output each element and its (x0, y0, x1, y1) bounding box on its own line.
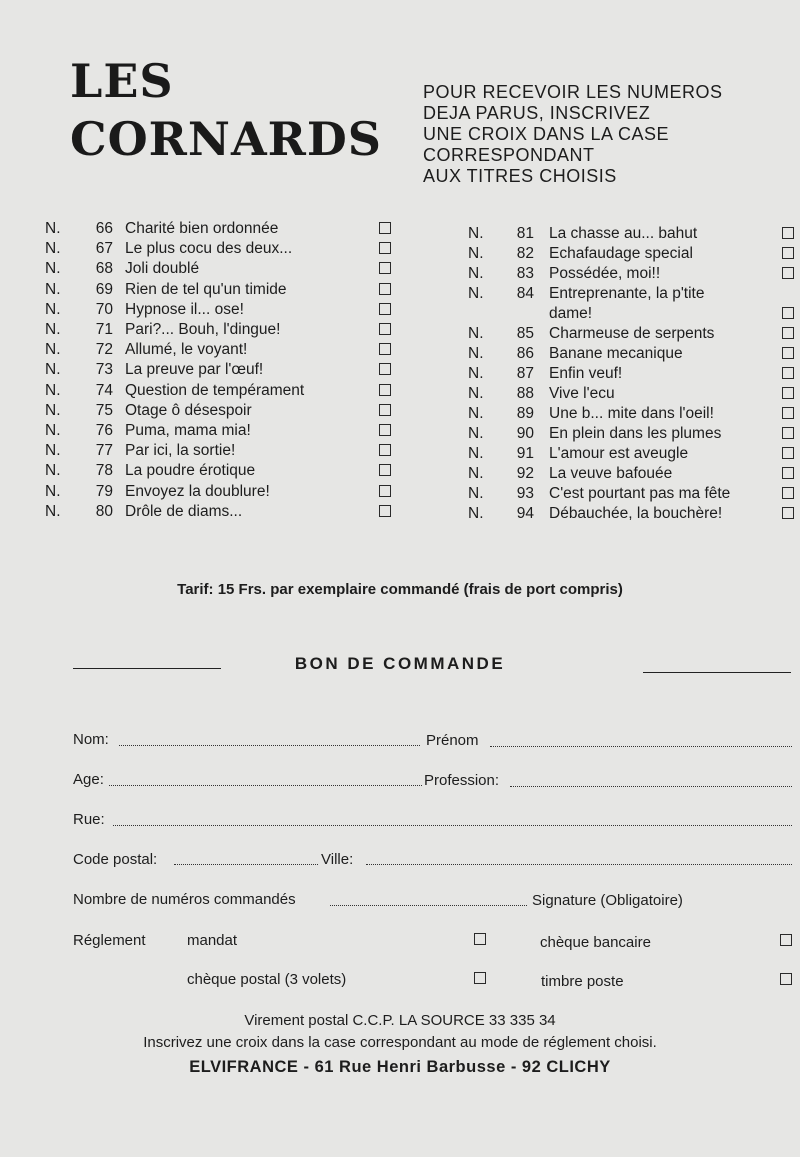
issue-prefix: N. (45, 401, 61, 419)
ville-field[interactable] (366, 864, 792, 865)
issue-checkbox[interactable] (782, 227, 794, 239)
code-postal-field[interactable] (174, 864, 318, 865)
issue-prefix: N. (45, 300, 61, 318)
issue-number: 74 (95, 381, 113, 399)
order-form-title: BON DE COMMANDE (294, 654, 506, 673)
issue-prefix: N. (468, 265, 484, 282)
issue-number: 86 (516, 345, 534, 362)
issue-title: Une b... mite dans l'oeil! (549, 405, 714, 422)
issue-prefix: N. (468, 385, 484, 402)
issue-row (468, 285, 798, 322)
issue-row (468, 325, 798, 345)
issue-checkbox[interactable] (782, 267, 794, 279)
divider-right (643, 672, 791, 673)
issue-number: 70 (95, 300, 113, 318)
issue-title: Enfin veuf! (549, 365, 623, 382)
issue-row (468, 485, 798, 505)
cheque-bancaire-label: chèque bancaire (540, 934, 651, 951)
issue-row (45, 382, 395, 402)
issue-number: 71 (95, 321, 113, 338)
issue-row (468, 265, 798, 285)
issue-row (45, 260, 395, 280)
issue-title: Rien de tel qu'un timide (125, 280, 287, 298)
nom-label: Nom: (73, 731, 109, 748)
issue-title: Otage ô désespoir (125, 401, 252, 419)
issue-checkbox[interactable] (379, 404, 391, 416)
issue-prefix: N. (468, 285, 484, 302)
intro-line: UNE CROIX DANS LA CASE (423, 124, 670, 144)
issue-row (45, 402, 395, 422)
issue-title: L'amour est aveugle (549, 445, 689, 462)
issue-row (468, 345, 798, 365)
issue-checkbox[interactable] (379, 222, 391, 234)
prenom-label: Prénom (426, 732, 479, 749)
issue-prefix: N. (468, 325, 484, 342)
issue-row (468, 385, 798, 405)
issue-number: 73 (95, 361, 113, 379)
cheque-bancaire-checkbox[interactable] (780, 934, 792, 946)
issue-row (45, 483, 395, 503)
issue-row (45, 442, 395, 462)
issue-checkbox[interactable] (782, 487, 794, 499)
profession-label: Profession: (424, 772, 500, 789)
issue-checkbox[interactable] (379, 444, 391, 456)
issue-title: C'est pourtant pas ma fête (549, 485, 731, 502)
issue-checkbox[interactable] (782, 307, 794, 319)
issue-title: Banane mecanique (549, 345, 683, 362)
issue-number: 92 (516, 465, 534, 482)
issue-title: Envoyez la doublure! (125, 482, 270, 500)
issue-checkbox[interactable] (379, 303, 391, 315)
issue-prefix: N. (45, 341, 61, 359)
issue-number: 76 (95, 422, 113, 439)
issue-row (468, 505, 798, 525)
reglement-label: Réglement (73, 932, 146, 949)
tarif-note: Tarif: 15 Frs. par exemplaire commandé (frais de port compris) (177, 581, 623, 598)
issue-row (468, 405, 798, 425)
intro-instructions (423, 82, 783, 187)
issue-row (45, 281, 395, 301)
nombre-label: Nombre de numéros commandés (73, 891, 296, 908)
issue-title: Charmeuse de serpents (549, 325, 715, 342)
issue-checkbox[interactable] (379, 343, 391, 355)
issue-title: En plein dans les plumes (549, 425, 722, 442)
signature-label: Signature (Obligatoire) (532, 892, 683, 909)
issue-row (45, 341, 395, 361)
issue-checkbox[interactable] (782, 247, 794, 259)
issue-checkbox[interactable] (379, 242, 391, 254)
issue-row (468, 425, 798, 445)
issue-number: 68 (95, 260, 113, 278)
issue-prefix: N. (468, 425, 484, 442)
issue-row (45, 422, 395, 442)
logo-line-les: LES (70, 54, 174, 108)
issue-number: 69 (95, 280, 113, 298)
issue-number: 88 (516, 385, 534, 402)
prenom-field[interactable] (490, 746, 792, 747)
issue-title: Possédée, moi!! (549, 265, 661, 282)
issue-checkbox[interactable] (782, 447, 794, 459)
issue-prefix: N. (45, 220, 61, 237)
publisher-address: ELVIFRANCE - 61 Rue Henri Barbusse - 92 CLICHY (189, 1058, 611, 1076)
issue-title: Entreprenante, la p'tite (549, 285, 705, 302)
issue-number: 94 (516, 505, 534, 522)
issue-row (45, 503, 395, 523)
issue-title: La poudre érotique (125, 462, 256, 480)
issue-checkbox[interactable] (379, 384, 391, 396)
profession-field[interactable] (510, 786, 792, 787)
mandat-label: mandat (187, 932, 238, 949)
rue-label: Rue: (73, 811, 105, 828)
issue-checkbox[interactable] (782, 347, 794, 359)
code-postal-label: Code postal: (73, 851, 158, 868)
logo-line-cornards: CORNARDS (70, 112, 382, 166)
issue-title: La preuve par l'œuf! (125, 361, 264, 379)
issue-prefix: N. (468, 405, 484, 422)
issue-number: 93 (516, 485, 534, 502)
age-field[interactable] (109, 785, 422, 786)
issue-title-cont: dame! (549, 305, 593, 322)
issue-number: 81 (516, 225, 534, 242)
issue-number: 91 (516, 445, 534, 462)
issue-prefix: N. (468, 245, 484, 262)
issue-title: Hypnose il... ose! (125, 300, 244, 318)
issue-prefix: N. (468, 445, 484, 462)
issue-number: 79 (95, 482, 113, 500)
issue-checkbox[interactable] (782, 427, 794, 439)
issue-title: Joli doublé (125, 260, 200, 278)
issue-prefix: N. (45, 422, 61, 439)
issue-number: 84 (516, 285, 534, 302)
issue-title: Echafaudage special (549, 245, 693, 262)
issue-row (45, 321, 395, 341)
issue-checkbox[interactable] (782, 467, 794, 479)
issue-row (45, 240, 395, 260)
issue-checkbox[interactable] (379, 485, 391, 497)
issue-checkbox[interactable] (782, 367, 794, 379)
payment-instruction: Inscrivez une croix dans la case correspondant au mode de réglement choisi. (143, 1034, 657, 1051)
issue-row (45, 361, 395, 381)
timbre-poste-checkbox[interactable] (780, 973, 792, 985)
issue-prefix: N. (468, 505, 484, 522)
issue-row (468, 365, 798, 385)
issue-title: Puma, mama mia! (125, 422, 251, 439)
issue-prefix: N. (468, 485, 484, 502)
issue-number: 83 (516, 265, 534, 282)
issue-prefix: N. (45, 321, 61, 338)
issue-number: 77 (95, 442, 113, 460)
issue-checkbox[interactable] (782, 407, 794, 419)
issue-prefix: N. (45, 280, 61, 298)
issue-checkbox[interactable] (782, 387, 794, 399)
intro-line: POUR RECEVOIR LES NUMEROS (423, 82, 723, 102)
issue-prefix: N. (45, 502, 61, 520)
issue-prefix: N. (468, 225, 484, 242)
issue-row (468, 245, 798, 265)
issue-prefix: N. (468, 465, 484, 482)
issue-prefix: N. (468, 345, 484, 362)
issue-checkbox[interactable] (379, 262, 391, 274)
issue-number: 67 (95, 240, 113, 258)
issue-checkbox[interactable] (379, 464, 391, 476)
cheque-postal-label: chèque postal (3 volets) (187, 971, 347, 988)
issue-checkbox[interactable] (379, 424, 391, 436)
issue-prefix: N. (45, 462, 61, 480)
issue-title: Le plus cocu des deux... (125, 240, 293, 258)
issue-title: Pari?... Bouh, l'dingue! (125, 321, 281, 338)
issue-prefix: N. (45, 381, 61, 399)
issue-number: 66 (95, 220, 113, 237)
issue-prefix: N. (45, 442, 61, 460)
issue-prefix: N. (45, 361, 61, 379)
mandat-checkbox[interactable] (474, 933, 486, 945)
issue-checkbox[interactable] (782, 507, 794, 519)
ville-label: Ville: (321, 851, 354, 868)
issue-number: 80 (95, 502, 113, 520)
virement-info: Virement postal C.C.P. LA SOURCE 33 335 34 (244, 1012, 556, 1029)
issue-checkbox[interactable] (782, 327, 794, 339)
issue-checkbox[interactable] (379, 283, 391, 295)
rue-field[interactable] (113, 825, 792, 826)
issue-title: La veuve bafouée (549, 465, 673, 482)
issue-prefix: N. (45, 482, 61, 500)
issue-row (468, 225, 798, 245)
issue-number: 72 (95, 341, 113, 359)
issue-number: 75 (95, 401, 113, 419)
issue-checkbox[interactable] (379, 505, 391, 517)
issue-prefix: N. (45, 260, 61, 278)
issue-title: Charité bien ordonnée (125, 220, 279, 237)
issue-prefix: N. (45, 240, 61, 258)
intro-line: AUX TITRES CHOISIS (423, 166, 617, 186)
issue-prefix: N. (468, 365, 484, 382)
timbre-poste-label: timbre poste (541, 973, 624, 990)
nom-field[interactable] (119, 745, 420, 746)
issue-row (45, 301, 395, 321)
issue-number: 89 (516, 405, 534, 422)
issue-number: 87 (516, 365, 534, 382)
issue-checkbox[interactable] (379, 323, 391, 335)
issue-row (468, 465, 798, 485)
issue-number: 85 (516, 325, 534, 342)
issue-title: Débauchée, la bouchère! (549, 505, 723, 522)
cheque-postal-checkbox[interactable] (474, 972, 486, 984)
issue-row (45, 462, 395, 482)
issue-title: Allumé, le voyant! (125, 341, 248, 359)
issue-row (468, 445, 798, 465)
intro-line: CORRESPONDANT (423, 145, 595, 165)
issue-title: La chasse au... bahut (549, 225, 698, 242)
issue-number: 82 (516, 245, 534, 262)
issue-number: 90 (516, 425, 534, 442)
issue-number: 78 (95, 462, 113, 480)
nombre-field[interactable] (330, 905, 527, 906)
issue-title: Par ici, la sortie! (125, 442, 236, 460)
issue-row (45, 220, 395, 240)
issue-title: Drôle de diams... (125, 502, 243, 520)
issue-checkbox[interactable] (379, 363, 391, 375)
intro-line: DEJA PARUS, INSCRIVEZ (423, 103, 651, 123)
issue-title: Question de tempérament (125, 381, 305, 399)
age-label: Age: (73, 771, 104, 788)
issue-title: Vive l'ecu (549, 385, 615, 402)
